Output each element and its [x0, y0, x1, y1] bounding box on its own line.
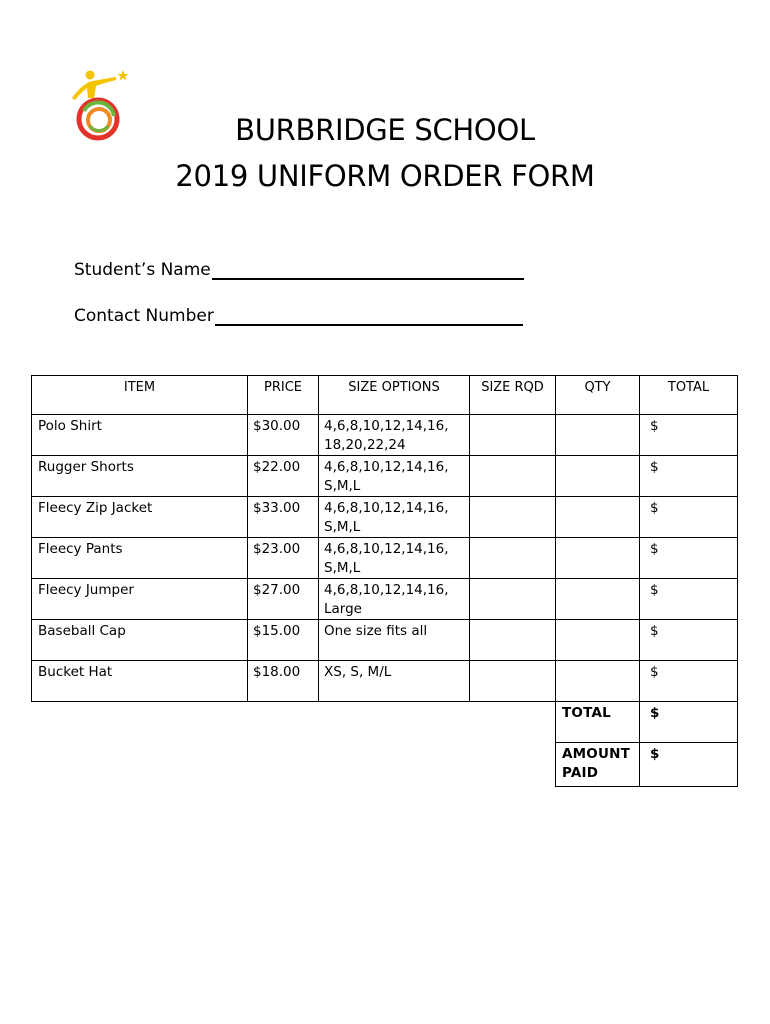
size-required-cell[interactable] — [470, 661, 556, 702]
item-total[interactable]: $ — [640, 620, 738, 661]
item-name: Baseball Cap — [32, 620, 248, 661]
order-table — [31, 375, 738, 787]
table-row — [32, 415, 738, 456]
quantity-cell[interactable] — [556, 538, 640, 579]
amount-paid-value[interactable]: $ — [640, 743, 738, 787]
table-row — [32, 456, 738, 497]
size-required-cell[interactable] — [470, 538, 556, 579]
item-name: Fleecy Pants — [32, 538, 248, 579]
column-header-size-rqd: SIZE RQD — [470, 376, 556, 415]
item-total[interactable]: $ — [640, 538, 738, 579]
item-price: $23.00 — [248, 538, 319, 579]
item-name: Fleecy Jumper — [32, 579, 248, 620]
item-size-options: 4,6,8,10,12,14,16, S,M,L — [319, 456, 470, 497]
item-size-options: 4,6,8,10,12,14,16, 18,20,22,24 — [319, 415, 470, 456]
item-total[interactable]: $ — [640, 456, 738, 497]
item-size-options: One size fits all — [319, 620, 470, 661]
item-size-options: 4,6,8,10,12,14,16, S,M,L — [319, 497, 470, 538]
student-name-input-line[interactable] — [212, 260, 524, 280]
item-size-options: 4,6,8,10,12,14,16, Large — [319, 579, 470, 620]
column-header-total: TOTAL — [640, 376, 738, 415]
item-size-options: 4,6,8,10,12,14,16, S,M,L — [319, 538, 470, 579]
column-header-price: PRICE — [248, 376, 319, 415]
item-price: $27.00 — [248, 579, 319, 620]
table-row — [32, 497, 738, 538]
page-subtitle: 2019 UNIFORM ORDER FORM — [175, 159, 595, 193]
contact-number-input-line[interactable] — [215, 306, 523, 326]
table-row — [32, 661, 738, 702]
table-row — [32, 620, 738, 661]
quantity-cell[interactable] — [556, 415, 640, 456]
size-required-cell[interactable] — [470, 456, 556, 497]
item-total[interactable]: $ — [640, 579, 738, 620]
contact-number-label: Contact Number — [74, 306, 214, 326]
table-header-row — [32, 376, 738, 415]
table-row — [32, 579, 738, 620]
column-header-size-options: SIZE OPTIONS — [319, 376, 470, 415]
item-price: $18.00 — [248, 661, 319, 702]
quantity-cell[interactable] — [556, 579, 640, 620]
amount-paid-label: AMOUNT PAID — [556, 743, 640, 787]
grand-total-label: TOTAL — [556, 702, 640, 743]
item-name: Rugger Shorts — [32, 456, 248, 497]
size-required-cell[interactable] — [470, 620, 556, 661]
item-price: $22.00 — [248, 456, 319, 497]
table-row — [32, 538, 738, 579]
size-required-cell[interactable] — [470, 579, 556, 620]
page-title: BURBRIDGE SCHOOL — [235, 113, 535, 147]
contact-number-field[interactable] — [74, 306, 523, 326]
grand-total-row — [32, 702, 738, 743]
amount-paid-row — [32, 743, 738, 787]
item-total[interactable]: $ — [640, 661, 738, 702]
item-total[interactable]: $ — [640, 415, 738, 456]
item-price: $33.00 — [248, 497, 319, 538]
quantity-cell[interactable] — [556, 661, 640, 702]
item-name: Bucket Hat — [32, 661, 248, 702]
student-name-field[interactable] — [74, 260, 524, 280]
item-size-options: XS, S, M/L — [319, 661, 470, 702]
quantity-cell[interactable] — [556, 620, 640, 661]
size-required-cell[interactable] — [470, 415, 556, 456]
quantity-cell[interactable] — [556, 497, 640, 538]
grand-total-value[interactable]: $ — [640, 702, 738, 743]
column-header-qty: QTY — [556, 376, 640, 415]
student-name-label: Student’s Name — [74, 260, 211, 280]
item-price: $15.00 — [248, 620, 319, 661]
item-price: $30.00 — [248, 415, 319, 456]
size-required-cell[interactable] — [470, 497, 556, 538]
column-header-item: ITEM — [32, 376, 248, 415]
star-icon — [118, 70, 129, 81]
item-name: Fleecy Zip Jacket — [32, 497, 248, 538]
quantity-cell[interactable] — [556, 456, 640, 497]
item-name: Polo Shirt — [32, 415, 248, 456]
item-total[interactable]: $ — [640, 497, 738, 538]
